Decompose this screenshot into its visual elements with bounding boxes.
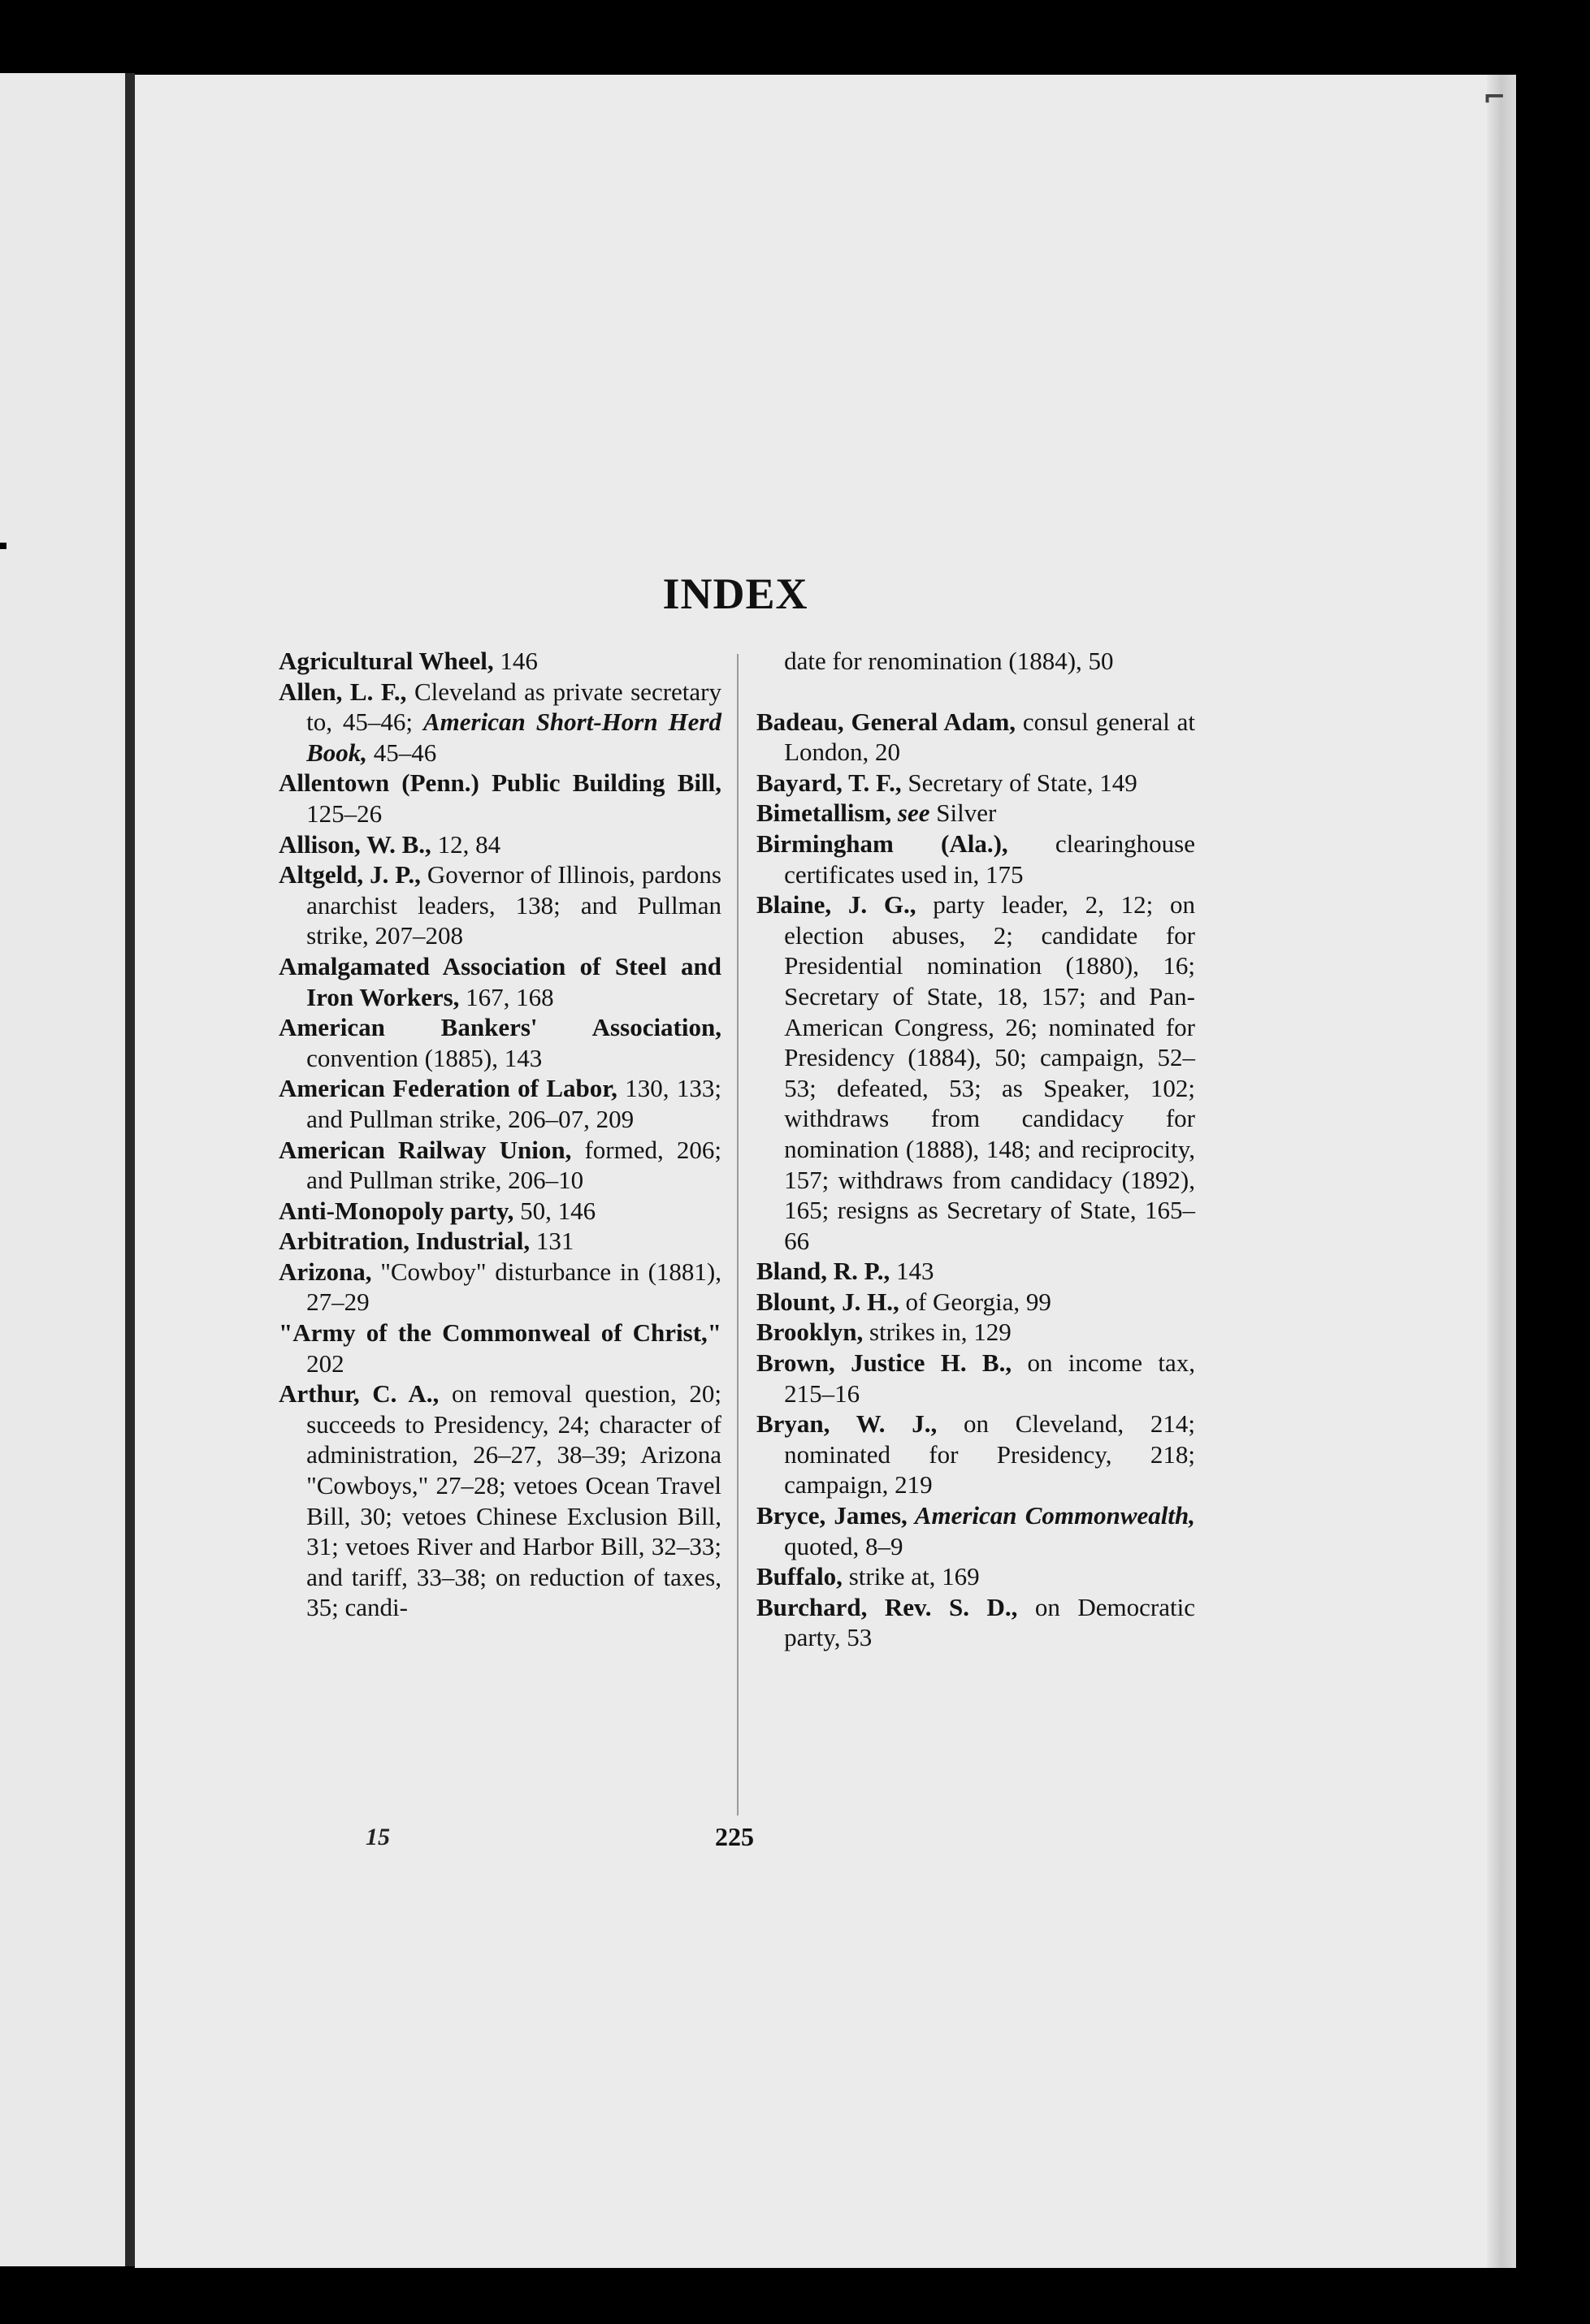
index-entry xyxy=(756,646,1195,677)
entry-heading: Birmingham (Ala.), xyxy=(756,829,1008,858)
page-number: 225 xyxy=(715,1822,754,1851)
index-entry xyxy=(279,1226,721,1257)
entry-heading: American Federation of Labor, xyxy=(279,1074,617,1103)
entry-continuation: date for renomination (1884), 50 xyxy=(784,647,1114,675)
index-entry xyxy=(279,1012,721,1073)
index-entry xyxy=(279,1196,721,1227)
index-entry xyxy=(756,1592,1195,1653)
index-column-left xyxy=(279,646,721,1623)
entry-text: Governor of Illinois, pardons anarchist leaders, 138; and Pullman strike, 207–208 xyxy=(306,860,721,950)
index-entry xyxy=(279,1073,721,1134)
entry-heading: Bimetallism, xyxy=(756,798,892,828)
entry-heading: Bayard, T. F., xyxy=(756,768,902,797)
entry-heading: Blaine, J. G., xyxy=(756,890,916,920)
entry-heading: Bland, R. P., xyxy=(756,1257,890,1286)
entry-heading: Arthur, C. A., xyxy=(279,1379,440,1409)
index-entry xyxy=(279,951,721,1012)
right-page-edge xyxy=(1487,75,1516,2268)
entry-text: strikes in, 129 xyxy=(863,1318,1012,1347)
entry-heading: Allentown (Penn.) Public Building Bill, xyxy=(279,768,721,798)
index-entry xyxy=(756,829,1195,889)
entry-text: 131 xyxy=(530,1227,574,1256)
index-entry xyxy=(756,889,1195,1256)
index-entry xyxy=(279,768,721,829)
entry-text: party leader, 2, 12; on election abuses, 2; candidate for Presidential nomination (1880), 16; Secretary of State, 18, 157; and Pan-American Congress, 26; nominated for Presidency (1884), 50; campaign, 52–53; defeated, 53; as Speaker, 102; withdraws from candidacy for nomination (1888), 148; and reciprocity, 157; withdraws from candidacy (1892), 165; resigns as Secretary of State, 165–66 xyxy=(784,890,1196,1255)
entry-heading: Agricultural Wheel, xyxy=(279,647,494,675)
index-entry xyxy=(756,1561,1195,1592)
entry-text: on income tax, 215–16 xyxy=(784,1348,1195,1408)
entry-tail-text: 45–46 xyxy=(367,738,437,767)
entry-heading: Badeau, General Adam, xyxy=(756,707,1016,736)
entry-text: clearinghouse certificates used in, 175 xyxy=(784,829,1195,889)
entry-tail-text: quoted, 8–9 xyxy=(784,1531,903,1560)
entry-text: on Democratic party, 53 xyxy=(784,1592,1195,1652)
entry-text: Cleveland as private secretary to, 45–46; xyxy=(306,677,721,737)
entry-text: 50, 146 xyxy=(513,1196,596,1225)
entry-heading: Bryce, James, xyxy=(756,1501,908,1530)
index-entry xyxy=(279,1318,721,1378)
entry-text: Secretary of State, 149 xyxy=(901,768,1137,797)
index-entry xyxy=(756,1317,1195,1348)
index-entry xyxy=(756,768,1195,798)
index-entry xyxy=(756,1348,1195,1409)
index-entry xyxy=(756,1409,1195,1500)
index-entry xyxy=(756,798,1195,829)
entry-heading: Arbitration, Industrial, xyxy=(279,1227,531,1256)
index-entry xyxy=(279,829,721,860)
entry-text: formed, 206; and Pullman strike, 206–10 xyxy=(306,1135,721,1195)
index-entry xyxy=(756,1500,1195,1561)
signature-mark: 15 xyxy=(366,1824,390,1850)
entry-italic-text: American Commonwealth, xyxy=(907,1501,1195,1530)
entry-heading: Allison, W. B., xyxy=(279,829,431,859)
entry-heading: Anti-Monopoly party, xyxy=(279,1196,514,1225)
entry-text: strike at, 169 xyxy=(842,1562,980,1591)
index-entry xyxy=(279,859,721,951)
entry-text: 143 xyxy=(890,1257,934,1286)
entry-heading: American Bankers' Association, xyxy=(279,1013,721,1042)
entry-heading: Amalgamated Association of Steel and Iron Workers, xyxy=(279,951,721,1011)
entry-tail-text: Silver xyxy=(929,798,997,828)
entry-heading: "Army of the Commonweal of Christ," xyxy=(279,1318,721,1348)
entry-italic-text: American Short-Horn Herd Book, xyxy=(306,708,721,767)
entry-heading: Brooklyn, xyxy=(756,1318,864,1347)
entry-text: convention (1885), 143 xyxy=(306,1043,543,1072)
entry-text: "Cowboy" disturbance in (1881), 27–29 xyxy=(306,1257,721,1317)
index-entry xyxy=(279,1135,721,1196)
index-entry xyxy=(756,1287,1195,1318)
index-entry xyxy=(279,677,721,768)
entry-heading: Bryan, W. J., xyxy=(756,1409,938,1439)
entry-text: 202 xyxy=(306,1348,344,1378)
left-page-edge xyxy=(0,73,132,2266)
entry-italic-text: see xyxy=(891,798,930,828)
entry-heading: American Railway Union, xyxy=(279,1135,572,1164)
index-title: INDEX xyxy=(662,569,808,618)
entry-text: on Cleveland, 214; nominated for Presidency, 218; campaign, 219 xyxy=(784,1409,1195,1500)
index-entry xyxy=(279,1257,721,1318)
entry-text: of Georgia, 99 xyxy=(899,1287,1051,1316)
entry-text: 130, 133; and Pullman strike, 206–07, 209 xyxy=(306,1074,721,1133)
index-entry xyxy=(279,646,721,677)
entry-heading: Blount, J. H., xyxy=(756,1287,899,1316)
index-column-right xyxy=(756,646,1195,1653)
entry-text: 146 xyxy=(493,647,538,675)
entry-text: 12, 84 xyxy=(431,829,501,859)
entry-text: consul general at London, 20 xyxy=(784,707,1195,767)
entry-text: 167, 168 xyxy=(459,982,554,1011)
entry-heading: Allen, L. F., xyxy=(279,677,407,706)
binding-shadow xyxy=(125,73,135,2266)
entry-text: 125–26 xyxy=(306,798,383,828)
entry-heading: Burchard, Rev. S. D., xyxy=(756,1592,1018,1621)
entry-heading: Buffalo, xyxy=(756,1562,843,1591)
index-entry xyxy=(756,707,1195,768)
column-divider xyxy=(737,654,739,1815)
entry-heading: Arizona, xyxy=(279,1257,372,1286)
scan-mark xyxy=(0,543,6,549)
index-entry xyxy=(756,1256,1195,1287)
entry-text: on removal question, 20; succeeds to Presidency, 24; character of administration, 26–27, 38–39; Arizona "Cowboys," 27–28; vetoes Ocean Travel Bill, 30; vetoes Chinese Exclusion Bill, 31; vetoes River and Harbor Bill, 32–33; and tariff, 33–38; on reduction of taxes, 35; candi- xyxy=(306,1379,721,1622)
entry-heading: Altgeld, J. P., xyxy=(279,860,421,889)
entry-heading: Brown, Justice H. B., xyxy=(756,1348,1012,1378)
index-entry xyxy=(279,1378,721,1623)
page-corner-mark: ⌐ xyxy=(1483,81,1506,114)
